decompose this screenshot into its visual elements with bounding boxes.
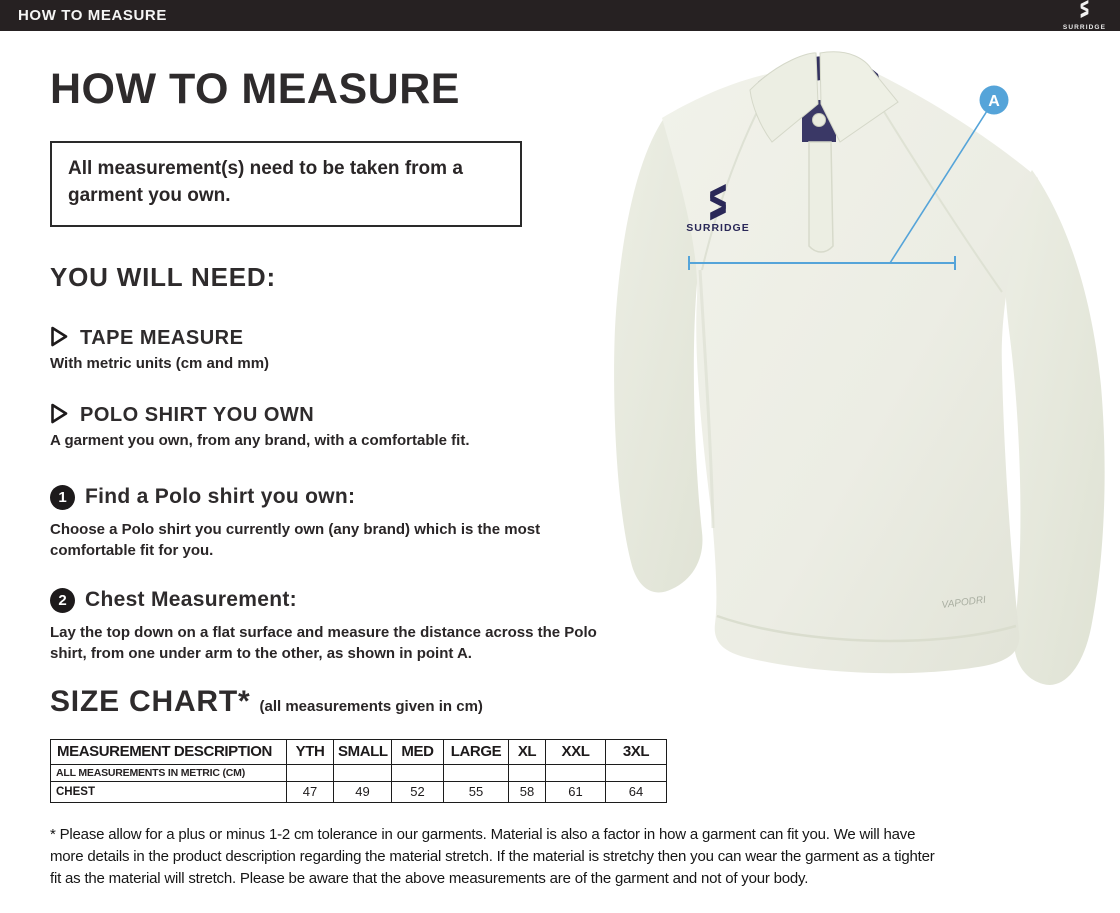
page-title: HOW TO MEASURE <box>50 65 460 113</box>
column-header: YTH <box>287 739 334 764</box>
point-a-marker <box>980 86 1009 115</box>
shirt-brand-text: SURRIDGE <box>686 222 750 234</box>
table-cell: 58 <box>509 781 546 802</box>
step-title: Chest Measurement: <box>85 588 297 612</box>
triangle-bullet-icon <box>50 403 69 429</box>
fabric-label-text: VAPODRI <box>941 594 987 611</box>
column-header: MED <box>392 739 444 764</box>
need-item-description: A garment you own, from any brand, with a comfortable fit. <box>50 431 470 449</box>
row-label: CHEST <box>51 781 287 802</box>
table-cell <box>546 764 606 781</box>
table-cell <box>509 764 546 781</box>
need-item-label: TAPE MEASURE <box>80 327 244 350</box>
table-cell: 64 <box>606 781 667 802</box>
surridge-wordmark: SURRIDGE <box>1062 24 1106 31</box>
title-bar-label: HOW TO MEASURE <box>18 7 167 24</box>
notice-box: All measurement(s) need to be taken from a garment you own. <box>50 141 522 227</box>
step-number-badge: 1 <box>50 485 75 510</box>
shirt-body <box>662 68 1038 673</box>
size-chart-table <box>50 739 667 803</box>
size-chart-subtitle: (all measurements given in cm) <box>259 697 483 715</box>
column-header: SMALL <box>334 739 392 764</box>
need-item-description: With metric units (cm and mm) <box>50 354 270 372</box>
tolerance-footnote: * Please allow for a plus or minus 1-2 cm tolerance in our garments. Material is also a factor in how a garment can fit you. We will have more details in the product description regarding the material stretch. If the material is stretchy then you can wear the garment as a tighter fit as the material will stretch. Please be aware that the above measurements are of the garment and not of your body. <box>50 825 935 888</box>
table-cell <box>444 764 509 781</box>
need-item-label: POLO SHIRT YOU OWN <box>80 404 315 427</box>
table-row <box>51 764 667 781</box>
step-number-badge: 2 <box>50 588 75 613</box>
row-label: ALL MEASUREMENTS IN METRIC (CM) <box>51 764 287 781</box>
table-cell: 47 <box>287 781 334 802</box>
size-chart-title: SIZE CHART* <box>50 684 251 718</box>
table-cell: 49 <box>334 781 392 802</box>
shirt-placket <box>809 142 833 252</box>
table-header-row <box>51 739 667 764</box>
column-header: MEASUREMENT DESCRIPTION <box>51 739 287 764</box>
shirt-right-sleeve <box>1004 170 1104 685</box>
step-description: Choose a Polo shirt you currently own (any brand) which is the most comfortable fit for you. <box>50 520 541 559</box>
table-cell: 52 <box>392 781 444 802</box>
polo-shirt-image <box>612 38 1112 700</box>
triangle-bullet-icon <box>50 326 69 352</box>
step-description: Lay the top down on a flat surface and measure the distance across the Polo shirt, from one under arm to the other, as shown in point A. <box>50 623 597 662</box>
shirt-button <box>813 114 826 127</box>
table-cell <box>334 764 392 781</box>
column-header: XL <box>509 739 546 764</box>
polo-shirt-illustration <box>612 38 1112 700</box>
column-header: 3XL <box>606 739 667 764</box>
column-header: XXL <box>546 739 606 764</box>
surridge-logo <box>1063 0 1110 31</box>
step-title: Find a Polo shirt you own: <box>85 485 356 509</box>
table-cell <box>606 764 667 781</box>
surridge-s-icon <box>1078 0 1091 23</box>
point-a-label: A <box>988 93 1000 110</box>
table-cell <box>287 764 334 781</box>
table-cell <box>392 764 444 781</box>
column-header: LARGE <box>444 739 509 764</box>
you-will-need-heading: YOU WILL NEED: <box>50 261 276 292</box>
table-cell: 61 <box>546 781 606 802</box>
table-row <box>51 781 667 802</box>
table-cell: 55 <box>444 781 509 802</box>
title-bar <box>0 0 1120 31</box>
